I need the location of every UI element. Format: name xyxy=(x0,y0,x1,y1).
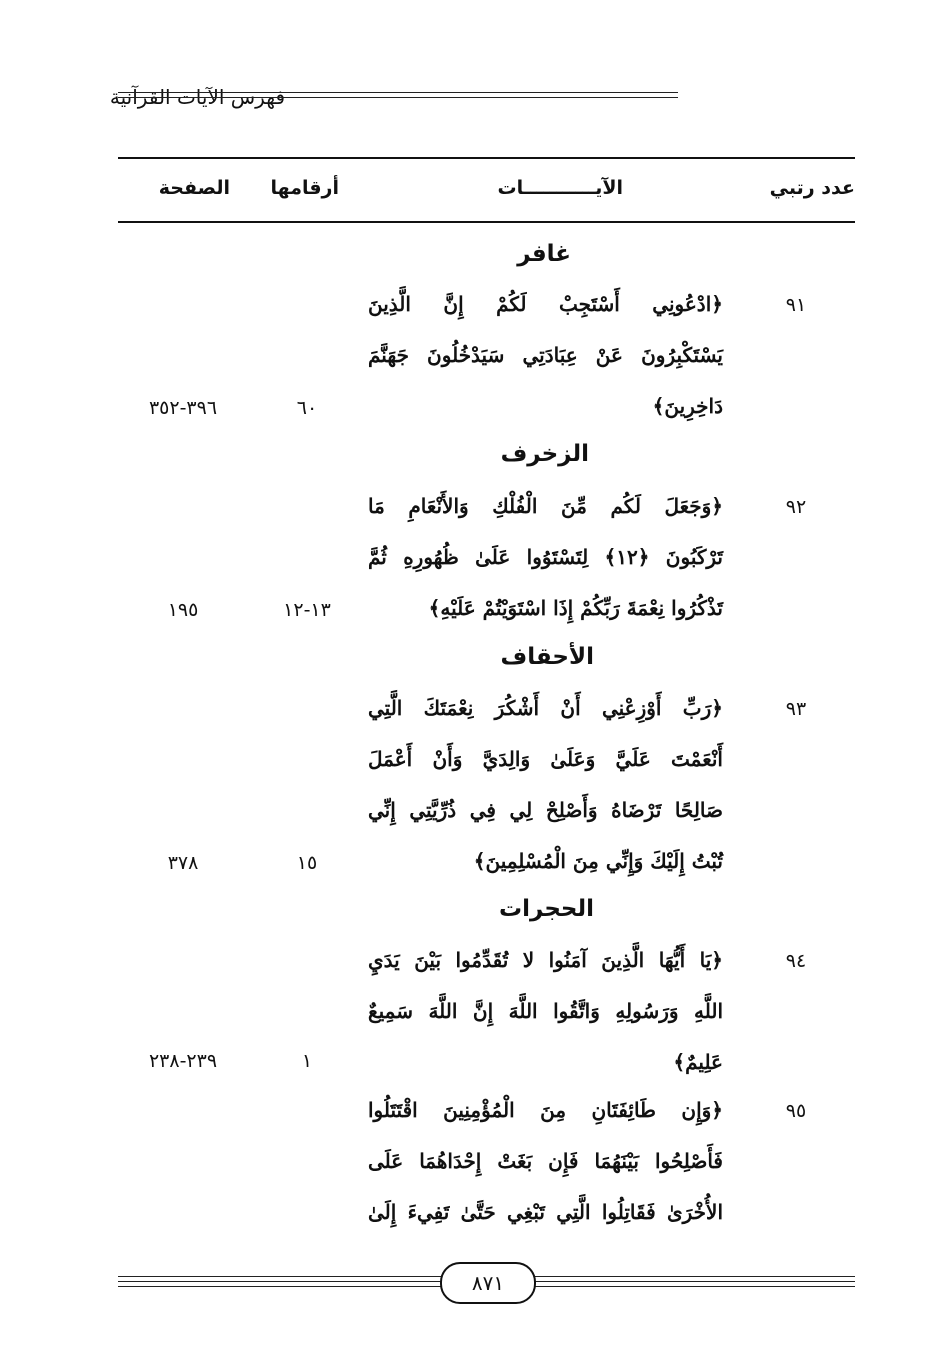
head-rule xyxy=(118,97,678,98)
verse-line: ﴿رَبِّ أَوْزِعْنِي أَنْ أَشْكُرَ نِعْمَتَكَ الَّتِي xyxy=(368,696,723,720)
verse-line: اللَّهِ وَرَسُولِهِ وَاتَّقُوا اللَّهَ إِنَّ اللَّهَ سَمِيعٌ xyxy=(368,999,723,1023)
verse-line: ﴿ادْعُونِي أَسْتَجِبْ لَكُمْ إِنَّ الَّذِينَ xyxy=(368,292,723,316)
ayah-numbers: ١٣-١٢ xyxy=(283,599,331,621)
column-verses: الآيـــــــــــات xyxy=(497,177,623,199)
column-page: الصفحة xyxy=(158,177,230,199)
surah-title: الزخرف xyxy=(500,441,589,467)
verse-line: الأُخْرَىٰ فَقَاتِلُوا الَّتِي تَبْغِي حَتَّىٰ تَفِيءَ إِلَىٰ xyxy=(368,1200,723,1224)
surah-title: الحجرات xyxy=(499,896,594,922)
verse-line: دَاخِرِينَ﴾ xyxy=(652,394,723,418)
verse-line: تُبْتُ إِلَيْكَ وَإِنِّي مِنَ الْمُسْلِمِينَ﴾ xyxy=(473,849,723,873)
column-numbers: أرقامها xyxy=(270,177,339,199)
column-serial: عدد رتبي xyxy=(769,177,855,199)
verse-line: عَلِيمٌ﴾ xyxy=(673,1050,723,1074)
running-head xyxy=(109,82,855,112)
serial-number: ٩١ xyxy=(785,294,807,316)
page-range: ٣٧٨ xyxy=(167,852,199,874)
verse-line: ﴿وَإِن طَائِفَتَانِ مِنَ الْمُؤْمِنِينَ اقْتَتَلُوا xyxy=(368,1098,723,1122)
verse-line: أَنْعَمْتَ عَلَيَّ وَعَلَىٰ وَالِدَيَّ وَأَنْ أَعْمَلَ xyxy=(368,747,723,771)
verse-line: يَسْتَكْبِرُونَ عَنْ عِبَادَتِي سَيَدْخُلُونَ جَهَنَّمَ xyxy=(368,343,723,367)
serial-number: ٩٢ xyxy=(785,496,807,518)
serial-number: ٩٤ xyxy=(785,950,807,972)
surah-title: الأحقاف xyxy=(500,644,594,670)
page-range: ١٩٥ xyxy=(167,599,199,621)
serial-number: ٩٣ xyxy=(785,698,807,720)
verse-line: تَرْكَبُونَ ﴿١٢﴾ لِتَسْتَوُوا عَلَىٰ ظُهُورِهِ ثُمَّ xyxy=(368,545,723,569)
ayah-numbers: ١ xyxy=(301,1050,313,1072)
verse-line: ﴿يَا أَيُّهَا الَّذِينَ آمَنُوا لا تُقَدِّمُوا بَيْنَ يَدَيِ xyxy=(368,948,724,972)
surah-title: غافر xyxy=(517,241,571,267)
column-header-row xyxy=(118,157,855,223)
head-rule xyxy=(118,92,678,93)
running-title: فهرس الآيات القرآنية xyxy=(109,85,285,109)
verse-line: ﴿وَجَعَلَ لَكُم مِّنَ الْفُلْكِ وَالأَنْعَامِ مَا xyxy=(368,494,723,518)
page-range: ٢٣٩-٢٣٨ xyxy=(148,1050,218,1072)
verse-line: فَأَصْلِحُوا بَيْنَهُمَا فَإِن بَغَتْ إِحْدَاهُمَا عَلَى xyxy=(368,1149,723,1173)
ayah-numbers: ٦٠ xyxy=(296,397,318,419)
ayah-numbers: ١٥ xyxy=(296,852,318,874)
serial-number: ٩٥ xyxy=(785,1100,807,1122)
verse-line: صَالِحًا تَرْضَاهُ وَأَصْلِحْ لِي فِي ذُرِّيَّتِي إِنِّي xyxy=(368,798,723,822)
verse-line: تَذْكُرُوا نِعْمَةَ رَبِّكُمْ إِذَا اسْتَوَيْتُمْ عَلَيْهِ﴾ xyxy=(428,596,723,620)
page-range: ٣٩٦-٣٥٢ xyxy=(148,397,218,419)
page-number: ٨٧١ xyxy=(440,1262,536,1304)
